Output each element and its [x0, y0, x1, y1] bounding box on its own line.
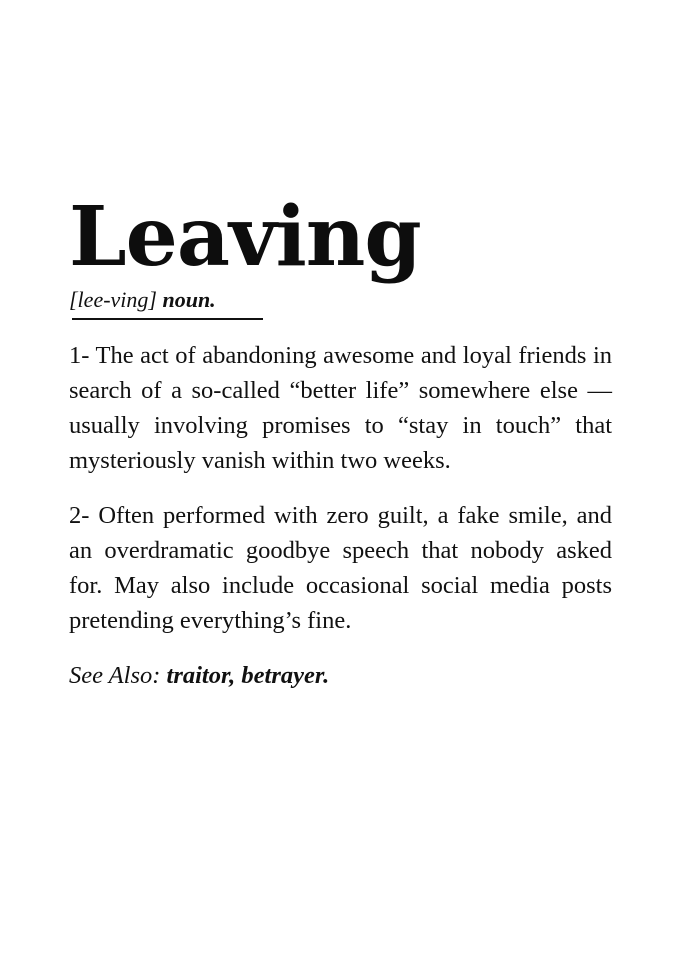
pronunciation-line — [69, 288, 216, 316]
definition-1: 1- The act of abandoning awesome and loyal friends in search of a so-called “better life” somewhere else — usually involving promises to “stay in touch” that mysteriously vanish within two weeks. — [69, 342, 612, 475]
part-of-speech: noun. — [162, 287, 216, 312]
pronunciation: [lee-ving] — [69, 287, 157, 312]
see-also-label: See Also: — [69, 662, 161, 690]
see-also-terms: traitor, betrayer. — [166, 662, 330, 690]
entry-word: Leaving — [69, 189, 421, 285]
definition-2: 2- Often performed with zero guilt, a fake smile, and an overdramatic goodbye speech that nobody asked for. May also include occasional social media posts pretending everything’s fine. — [69, 502, 612, 635]
see-also — [69, 658, 612, 693]
dictionary-entry — [69, 189, 612, 693]
pronunciation-underline — [72, 318, 263, 320]
